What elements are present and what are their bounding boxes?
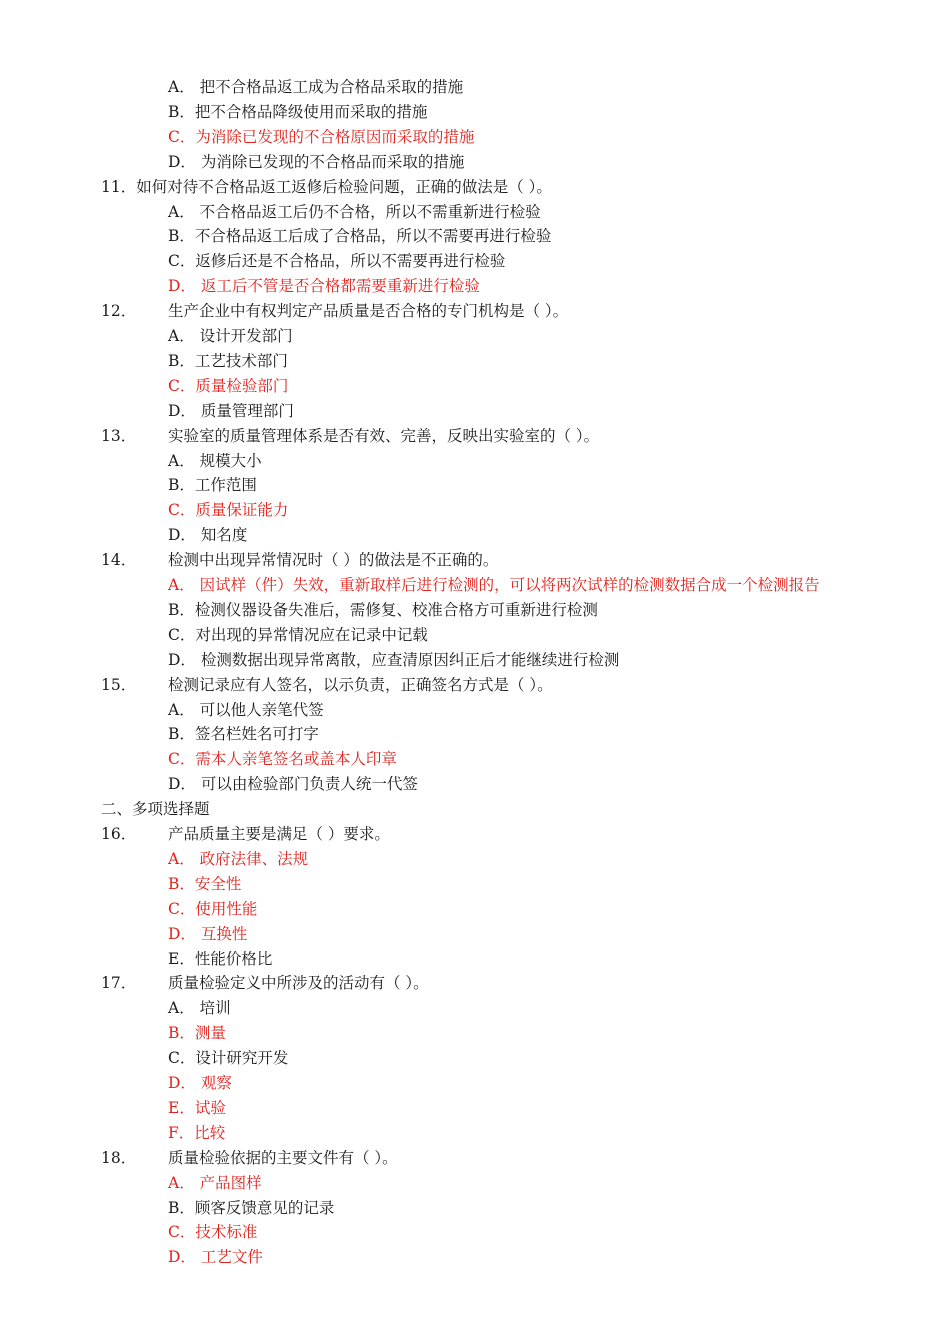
answer-option: B．工艺技术部门 bbox=[168, 351, 288, 370]
answer-option-correct: A． 因试样（件）失效，重新取样后进行检测的，可以将两次试样的检测数据合成一个检测报告 bbox=[168, 576, 820, 594]
answer-option: B．工作范围 bbox=[168, 476, 257, 495]
question-text: 生产企业中有权判定产品质量是否合格的专门机构是（ ）。 bbox=[168, 302, 569, 321]
answer-option: A． 把不合格品返工成为合格品采取的措施 bbox=[168, 78, 464, 96]
answer-option: B．顾客反馈意见的记录 bbox=[168, 1198, 335, 1217]
answer-option-correct: D． 互换性 bbox=[168, 924, 248, 943]
question-number: 12． bbox=[101, 302, 137, 321]
answer-option: D． 质量管理部门 bbox=[168, 401, 294, 420]
answer-option: E．性能价格比 bbox=[168, 949, 273, 968]
answer-option: B．把不合格品降级使用而采取的措施 bbox=[168, 102, 428, 121]
answer-option: D． 知名度 bbox=[168, 526, 248, 545]
question-text: 实验室的质量管理体系是否有效、完善，反映出实验室的（ ）。 bbox=[168, 426, 600, 445]
question-text: 产品质量主要是满足（ ）要求。 bbox=[168, 825, 390, 843]
question-text: 11．如何对待不合格品返工返修后检验问题，正确的做法是（ ）。 bbox=[101, 177, 552, 196]
answer-option-correct: D． 工艺文件 bbox=[168, 1248, 263, 1267]
answer-option: A． 规模大小 bbox=[168, 451, 262, 470]
question-text: 检测中出现异常情况时（ ）的做法是不正确的。 bbox=[168, 551, 499, 570]
answer-option: C．设计研究开发 bbox=[168, 1049, 289, 1068]
answer-option-correct: C．质量检验部门 bbox=[168, 376, 289, 395]
answer-option-correct: C．为消除已发现的不合格原因而采取的措施 bbox=[168, 127, 475, 146]
question-number: 18． bbox=[101, 1148, 137, 1167]
answer-option-correct: B．安全性 bbox=[168, 874, 242, 893]
answer-option-correct: C．技术标准 bbox=[168, 1223, 258, 1242]
answer-option: A． 设计开发部门 bbox=[168, 327, 293, 345]
answer-option: C．对出现的异常情况应在记录中记载 bbox=[168, 625, 428, 644]
answer-option: D． 检测数据出现异常离散，应查清原因纠正后才能继续进行检测 bbox=[168, 650, 620, 669]
answer-option: A． 不合格品返工后仍不合格，所以不需重新进行检验 bbox=[168, 202, 541, 221]
answer-option: B．检测仪器设备失准后，需修复、校准合格方可重新进行检测 bbox=[168, 600, 598, 619]
answer-option: D． 为消除已发现的不合格品而采取的措施 bbox=[168, 152, 465, 171]
question-number: 17． bbox=[101, 974, 137, 993]
answer-option-correct: B．测量 bbox=[168, 1024, 226, 1043]
answer-option: A． 可以他人亲笔代签 bbox=[168, 700, 324, 719]
section-heading: 二、多项选择题 bbox=[101, 800, 210, 819]
answer-option-correct: C．使用性能 bbox=[168, 899, 258, 918]
answer-option-correct: A． 政府法律、法规 bbox=[168, 849, 309, 868]
answer-option: B．不合格品返工后成了合格品，所以不需要再进行检验 bbox=[168, 227, 552, 246]
answer-option-correct: A． 产品图样 bbox=[168, 1173, 262, 1192]
question-number: 15． bbox=[101, 675, 137, 694]
answer-option: D． 可以由检验部门负责人统一代签 bbox=[168, 775, 418, 794]
question-text: 检测记录应有人签名，以示负责，正确签名方式是（ ）。 bbox=[168, 675, 553, 694]
answer-option: B．签名栏姓名可打字 bbox=[168, 725, 319, 744]
answer-option: C．返修后还是不合格品，所以不需要再进行检验 bbox=[168, 252, 506, 271]
answer-option-correct: C．需本人亲笔签名或盖本人印章 bbox=[168, 750, 397, 769]
question-text: 质量检验依据的主要文件有（ ）。 bbox=[168, 1148, 398, 1167]
answer-option-correct: D． 观察 bbox=[168, 1074, 232, 1092]
question-number: 16． bbox=[101, 825, 137, 843]
answer-option-correct: E．试验 bbox=[168, 1098, 226, 1117]
answer-option-correct: D． 返工后不管是否合格都需要重新进行检验 bbox=[168, 277, 480, 296]
answer-option: A． 培训 bbox=[168, 999, 231, 1018]
answer-option-correct: C．质量保证能力 bbox=[168, 501, 289, 520]
question-number: 13． bbox=[101, 426, 137, 445]
answer-option-correct: F．比较 bbox=[168, 1123, 226, 1142]
question-number: 14． bbox=[101, 551, 137, 570]
question-text: 质量检验定义中所涉及的活动有（ ）。 bbox=[168, 974, 429, 993]
